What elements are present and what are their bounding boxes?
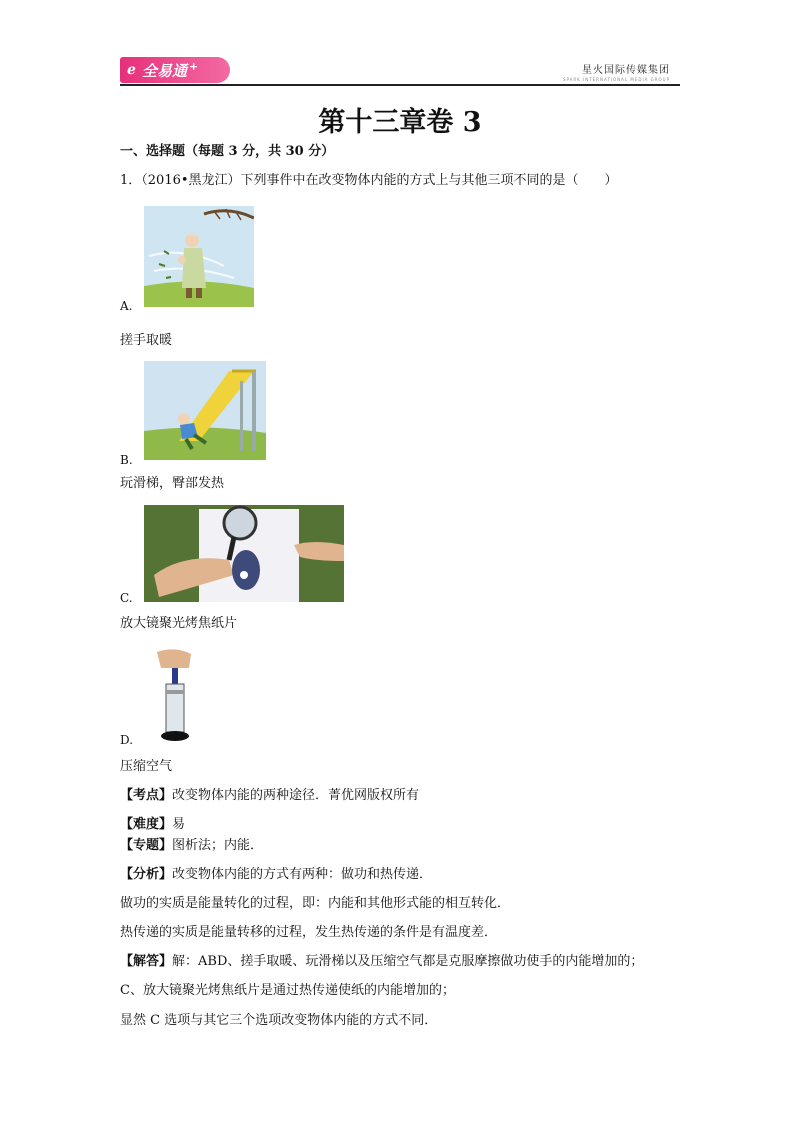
zhuanti-line	[120, 837, 263, 855]
jieda-line	[120, 953, 643, 971]
logo-swirl-icon: ℯ	[127, 62, 136, 78]
fenxi-line	[120, 866, 432, 884]
company-header	[563, 61, 670, 82]
nandu-text: 易	[172, 817, 186, 832]
jieda-line-3: 显然 C 选项与其它三个选项改变物体内能的方式不同．	[120, 1013, 438, 1028]
option-b-letter: B.	[120, 453, 133, 467]
fenxi-line-2: 做功的实质是能量转化的过程，即：内能和其他形式能的相互转化．	[120, 896, 511, 911]
option-c-letter: C.	[120, 591, 133, 605]
nandu-tag: 【难度】	[120, 817, 173, 832]
kaodian-text: 改变物体内能的两种途径．菁优网版权所有	[172, 788, 420, 803]
jieda-text: 解：ABD、搓手取暖、玩滑梯以及压缩空气都是克服摩擦做功使手的内能增加的；	[172, 954, 644, 969]
logo-text: 全易通	[142, 61, 188, 80]
jieda-line-2: C、放大镜聚光烤焦纸片是通过热传递使纸的内能增加的；	[120, 983, 455, 998]
kaodian-line	[120, 787, 419, 805]
option-a-caption: 搓手取暖	[120, 333, 173, 348]
option-d-letter: D.	[120, 733, 134, 747]
option-b-image	[144, 361, 266, 460]
zhuanti-tag: 【专题】	[120, 838, 173, 853]
zhuanti-text: 图析法；内能．	[172, 838, 264, 853]
fenxi-text: 改变物体内能的方式有两种：做功和热传递．	[172, 867, 433, 882]
brand-logo	[120, 57, 230, 83]
option-c-image	[144, 505, 344, 602]
section-heading: 一、选择题（每题 3 分，共 30 分）	[120, 144, 335, 159]
question-text: 1．（2016•黑龙江）下列事件中在改变物体内能的方式上与其他三项不同的是（ ）	[120, 173, 618, 188]
option-d-caption: 压缩空气	[120, 759, 173, 774]
option-a-letter: A.	[120, 299, 133, 313]
page-title: 第十三章卷 3	[318, 107, 482, 138]
header-rule	[120, 84, 680, 86]
company-subtitle: SPARK INTERNATIONAL MEDIA GROUP	[562, 77, 670, 82]
company-name: 星火国际传媒集团	[582, 65, 670, 76]
option-d-image	[151, 646, 199, 744]
jieda-tag: 【解答】	[120, 954, 173, 969]
fenxi-line-3: 热传递的实质是能量转移的过程，发生热传递的条件是有温度差．	[120, 925, 498, 940]
nandu-line	[120, 816, 185, 834]
fenxi-tag: 【分析】	[120, 867, 173, 882]
logo-plus: +	[189, 59, 199, 73]
option-a-image	[144, 206, 254, 307]
option-c-caption: 放大镜聚光烤焦纸片	[120, 616, 238, 631]
option-b-caption: 玩滑梯，臀部发热	[120, 476, 225, 491]
kaodian-tag: 【考点】	[120, 788, 173, 803]
